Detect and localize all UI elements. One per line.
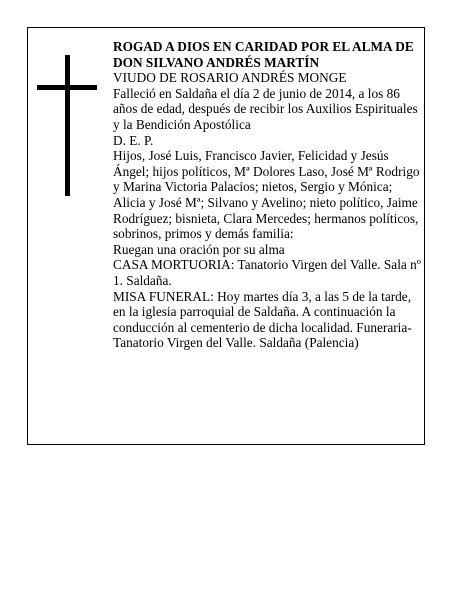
- notice-heading-line1: ROGAD A DIOS EN CARIDAD POR EL ALMA DE: [113, 39, 414, 54]
- notice-subtitle: VIUDO DE ROSARIO ANDRÉS MONGE: [113, 70, 347, 86]
- cross-horizontal-bar: [37, 85, 97, 90]
- prayer-request-line: Ruegan una oración por su alma: [113, 241, 285, 257]
- cross-vertical-bar: [65, 55, 70, 196]
- obituary-text: [113, 39, 425, 351]
- family-paragraph: Hijos, José Luis, Francisco Javier, Felicidad y Jesús Ángel; hijos políticos, Mª Dolores Laso, José Mª Rodrigo y Marina Victoria Palacios; nietos, Sergio y Mónica; Alicia y José Mª; Silvano y Avelino; nieto político, Jaime Rodríguez; bisnieta, Clara Mercedes; hermanos políticos, sobrinos, primos y demás familia:: [113, 148, 420, 242]
- mortuary-paragraph: CASA MORTUORIA: Tanatorio Virgen del Valle. Sala nº 1. Saldaña.: [113, 257, 421, 288]
- death-details-paragraph: Falleció en Saldaña el día 2 de junio de 2014, a los 86 años de edad, después de recibir los Auxilios Espirituales y la Bendición Apostólica: [113, 85, 418, 132]
- cross-icon: [37, 55, 97, 196]
- rip-line: D. E. P.: [113, 132, 154, 148]
- deceased-name: DON SILVANO ANDRÉS MARTÍN: [113, 54, 320, 70]
- funeral-mass-paragraph: MISA FUNERAL: Hoy martes día 3, a las 5 de la tarde, en la iglesia parroquial de Saldaña. A continuación la conducción al cementerio de dicha localidad. Funeraria-Tanatorio Virgen del Valle. Saldaña (Palencia): [113, 288, 412, 351]
